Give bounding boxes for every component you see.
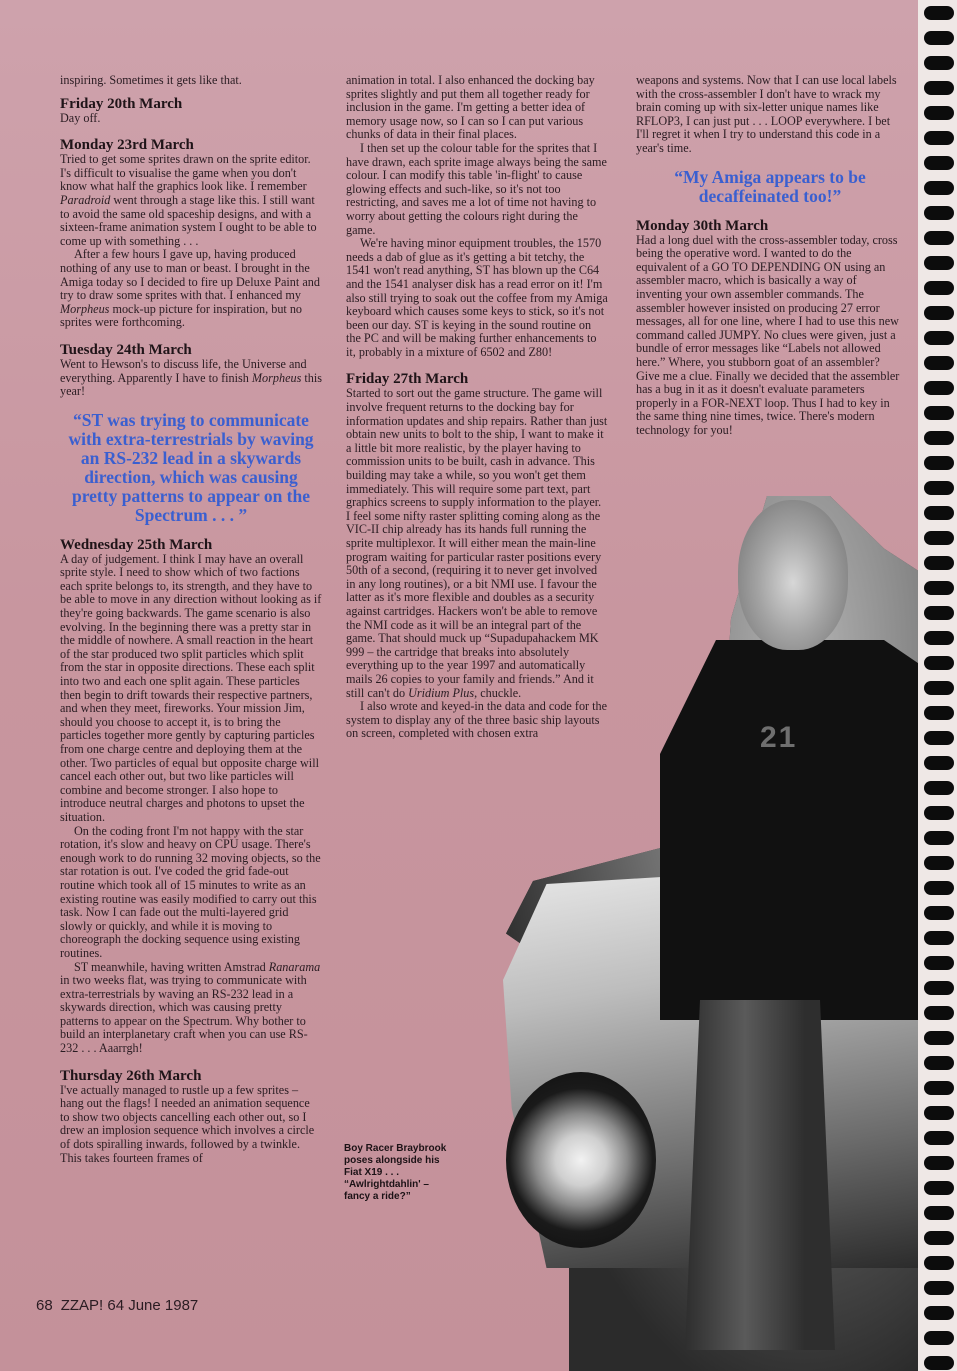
caption-line: poses alongside his [344, 1155, 440, 1166]
binding-ring [924, 1056, 954, 1070]
binding-ring [924, 1356, 954, 1370]
paragraph: inspiring. Sometimes it gets like that. [60, 73, 242, 87]
binding-ring [924, 206, 954, 220]
paragraph: I also wrote and keyed-in the data and code for the system to display any of the three basic ship layouts on screen, completed with chosen extra [346, 699, 608, 741]
paragraph: On the coding front I'm not happy with the star rotation, it's slow and heavy on CPU usage. There's enough work to do running 32 moving objects, so the star rotation is out. I've coded the grid fade-out routine which took all of 15 minutes to write as an existing routine was easily modified to carry out this task. Now I can fade out the multi-layered grid slowly or quickly, and while it is moving to choreograph the docking sequence using existing routines. [60, 823, 321, 960]
binding-ring [924, 806, 954, 820]
binding-ring [924, 906, 954, 920]
shirt-print: 21 [760, 721, 798, 754]
page-number: 68 [36, 1297, 53, 1314]
binding-ring [924, 331, 954, 345]
person-jeans [685, 1000, 835, 1350]
paragraph: Started to sort out the game structure. The game will involve frequent returns to the docking bay for information updates and ship repairs. Rather than just obtain new units to bolt to the ship, I want to make it a little bit more realistic, by the player having to commission units to be built, cash in advance. This building may take a while, so you won't get them immediately. This will require some part text, part graphics screens to supply information to the player. I feel some nifty raster splitting coming along as the VIC-II chip already has its hands full running the sprite multiplexor. It will either mean the main-line program waiting for particular raster positions every 50th of a second, (requiring it to never get involved in any long routines), or a bit NMI use. I favour the latter as it's more flexible and doubles as a security against cartridges. Hackers won't be able to remove the NMI code as it will be an integral part of the game. That should muck up “Supadupahackem MK 999 – the cartridge that breaks into absolutely everything up to the year 1997 and automatically mails 26 copies to your family and friends.” And it still can't do Uridium Plus, chuckle. [346, 386, 608, 700]
binding-ring [924, 756, 954, 770]
caption-line: Boy Racer Braybrook [344, 1143, 447, 1154]
binding-ring [924, 256, 954, 270]
magazine-issue: ZZAP! 64 June 1987 [60, 1297, 199, 1314]
paragraph: After a few hours I gave up, having produced nothing of any use to man or beast. I brought in the Amiga today so I decided to fire up Deluxe Paint and try to draw some sprites with that. I enhanced my Morpheus mock-up picture for inspiration, but no sprites were forthcoming. [60, 247, 320, 330]
binding-ring [924, 706, 954, 720]
binding-ring [924, 1281, 954, 1295]
binding-ring [924, 781, 954, 795]
binding-ring [924, 406, 954, 420]
diary-heading-monday-23: Monday 23rd March [60, 137, 194, 154]
binding-ring [924, 1206, 954, 1220]
paragraph: A day of judgement. I think I may have an overall sprite style. I need to show which of two factions each sprite belongs to, its strength, and they have to be able to move in any direction without looking as if they're going backwards. The game scenario is also evolving. In the beginning there was a pretty star in the middle of nowhere. A small reaction in the heart of the star produced two split particles which split from the star in opposite directions. These each split into two and each one split again. These particles then begin to drift towards their respective partners, and when they meet, fireworks. Your mission Jim, should you choose to accept it, is to bring the particles together more gently by capturing particles from one charge centre and deploying them at the other. Two particles of equal but opposite charge will cancel each other out, but two like particles will combine and become stronger. I also hope to introduce neutral charges and photons to upset the situation. [60, 551, 322, 824]
diary-heading-tuesday-24: Tuesday 24th March [60, 341, 192, 358]
diary-heading-monday-30: Monday 30th March [636, 217, 769, 234]
binding-ring [924, 1306, 954, 1320]
paragraph: Had a long duel with the cross-assembler today, cross being the operative word. I wanted to do the equivalent of a GO TO DEPENDING ON using an assembler macro, which is basically a way of inventing your own assembler commands. The assembler however insisted on producing 27 error messages, all for one line, where I had to use this new command called JUMPY. No clues were given, just a bundle of error messages like “Labels not allowed here.” Where, you stubborn goat of an assembler? Give me a clue. Finally we decided that the assembler has a bug in it as it doesn't evaluate parameters properly in a FOR-NEXT loop. Thus I had to key in the same thing nine times, twice. There's modern technology for you! [636, 232, 900, 437]
binding-ring [924, 981, 954, 995]
binding-ring [924, 531, 954, 545]
binding-ring [924, 556, 954, 570]
caption-line: “Awlrightdahlin' – [344, 1179, 429, 1190]
binding-ring [924, 831, 954, 845]
paragraph: I then set up the colour table for the sprites that I have drawn, each sprite image always being the same colour. I can modify this table 'in-flight' to cause glowing effects and such-like, so it's not too restricting, and saves me a lot of time not having to worry about getting the colours right during the game. [346, 140, 607, 237]
paragraph: weapons and systems. Now that I can use local labels with the cross-assembler I don't have to wrack my brain coming up with six-letter unique names like RFLOP3, I can just put . . . LOOP everywhere. I bet I'll regret it when I try to understand this code in a year's time. [636, 73, 897, 155]
binding-ring [924, 956, 954, 970]
diary-heading-friday-27: Friday 27th March [346, 371, 469, 388]
binding-ring [924, 506, 954, 520]
binding-ring [924, 856, 954, 870]
diary-heading-thursday-26: Thursday 26th March [60, 1067, 202, 1084]
binding-ring [924, 656, 954, 670]
binding-ring [924, 356, 954, 370]
binding-ring [924, 1331, 954, 1345]
paragraph: Day off. [60, 110, 101, 125]
binding-ring [924, 631, 954, 645]
binding-ring [924, 1131, 954, 1145]
binding-ring [924, 1106, 954, 1120]
column-1 [60, 74, 322, 1165]
photo-caption [344, 1143, 484, 1203]
binding-ring [924, 931, 954, 945]
paragraph: animation in total. I also enhanced the docking bay sprites slightly and put them all together ready for inclusion in the game. I'm getting a better idea of memory usage now, so I can so I can put various chunks of data in their final places. [346, 73, 595, 142]
binding-ring [924, 131, 954, 145]
pull-quote: “My Amiga appears to be decaffeinated too!” [674, 166, 866, 206]
binding-ring [924, 431, 954, 445]
caption-line: Fiat X19 . . . [344, 1167, 400, 1178]
binding-ring [924, 681, 954, 695]
binding-ring [924, 156, 954, 170]
car-wheel [506, 1072, 656, 1248]
caption-line: fancy a ride?” [344, 1191, 411, 1202]
binding-ring [924, 881, 954, 895]
binding-ring [924, 181, 954, 195]
binding-ring [924, 1181, 954, 1195]
diary-heading-wednesday-25: Wednesday 25th March [60, 536, 213, 553]
binding-ring [924, 731, 954, 745]
page-footer [36, 1297, 198, 1314]
binding-ring [924, 1256, 954, 1270]
binding-ring [924, 381, 954, 395]
binding-ring [924, 581, 954, 595]
paragraph: We're having minor equipment troubles, the 1570 needs a dab of glue as it's getting a bit tetchy, the 1541 won't read anything, ST has blown up the C64 and the 1541 analyser disk has a read error on it! I'm also still trying to soak out the coffee from my Amiga keyboard which causes some keys to stick, so it's not been our day. ST is keying in the sound routine on the PC and will be making further enhancements to it, probably in a mixture of 6502 and Z80! [346, 236, 608, 359]
paragraph: Tried to get some sprites drawn on the sprite editor. I's difficult to visualise the game when you don't know what half the graphics look like. I remember Paradroid went through a stage like this. I still want to avoid the same old spaceship designs, and with a sixteen-frame animation system I ought to be able to come up with something . . . [60, 152, 317, 248]
binding-ring [924, 481, 954, 495]
binding-ring [924, 306, 954, 320]
column-3 [636, 74, 904, 437]
binding-ring [924, 231, 954, 245]
person-sweatshirt [660, 640, 940, 1020]
paragraph: Went to Hewson's to discuss life, the Universe and everything. Apparently I have to finish Morpheus this year! [60, 356, 322, 399]
column-2 [346, 74, 608, 741]
binding-ring [924, 56, 954, 70]
binding-ring [924, 1006, 954, 1020]
binding-ring [924, 106, 954, 120]
binding-ring [924, 1081, 954, 1095]
binding-ring [924, 606, 954, 620]
paragraph: I've actually managed to rustle up a few sprites – hang out the flags! I needed an animation sequence to show two objects cancelling each other out, so I drew an implosion sequence which involves a circle of dots spiralling inwards, followed by a twinkle. This takes fourteen frames of [60, 1082, 315, 1165]
binding-ring [924, 281, 954, 295]
binding-ring [924, 1231, 954, 1245]
binding-ring [924, 6, 954, 20]
binding-ring [924, 1156, 954, 1170]
pull-quote: “ST was trying to communicate with extra-terrestrials by waving an RS-232 lead in a skywards direction, which was causing pretty patterns to appear on the Spectrum . . . ” [68, 409, 314, 525]
diary-heading-friday-20: Friday 20th March [60, 95, 183, 112]
binding-ring [924, 1031, 954, 1045]
binding-ring [924, 456, 954, 470]
person-head [738, 500, 848, 650]
binding-ring [924, 31, 954, 45]
paragraph: ST meanwhile, having written Amstrad Ranarama in two weeks flat, was trying to communicate with extra-terrestrials by waving an RS-232 lead in a skywards direction, which was causing pretty patterns to appear on the Spectrum. Why bother to build an interplanetary craft when you can use RS-232 . . . Aaarrgh! [60, 959, 321, 1056]
binding-ring [924, 81, 954, 95]
